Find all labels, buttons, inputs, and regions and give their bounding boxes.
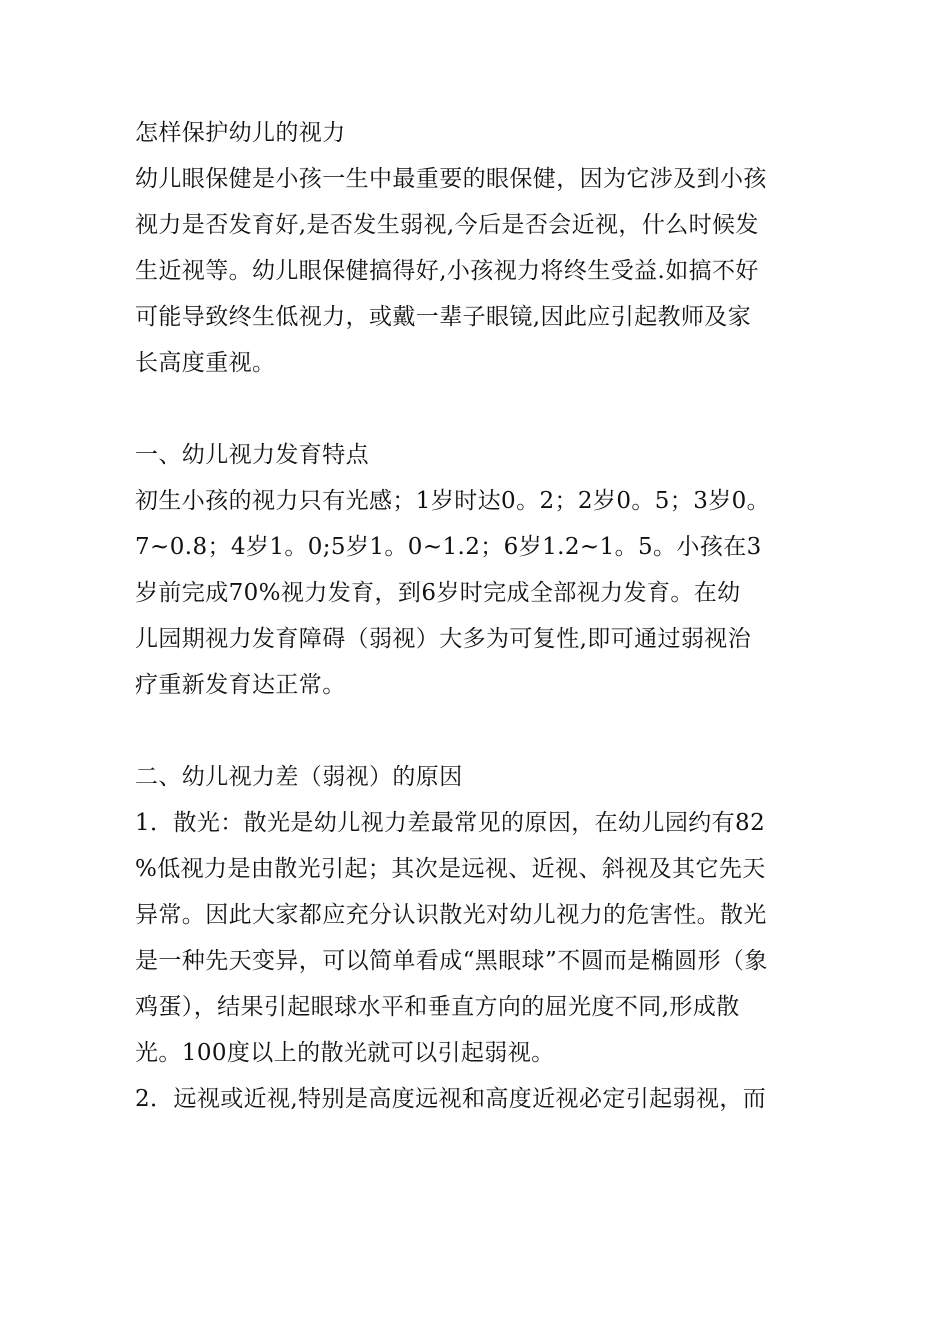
section2-line: %低视力是由散光引起；其次是远视、近视、斜视及其它先天 — [135, 856, 766, 882]
section1-heading: 一、幼儿视力发育特点 — [135, 442, 369, 468]
document-title: 怎样保护幼儿的视力 — [135, 120, 346, 146]
section2-line: 光。100度以上的散光就可以引起弱视。 — [135, 1040, 555, 1066]
paragraph-gap — [135, 708, 835, 754]
section2-line: 2．远视或近视,特别是高度远视和高度近视必定引起弱视，而 — [135, 1086, 767, 1112]
section2-line: 异常。因此大家都应充分认识散光对幼儿视力的危害性。散光 — [135, 902, 767, 928]
section1-line: 岁前完成70%视力发育，到6岁时完成全部视力发育。在幼 — [135, 580, 741, 606]
section2-line: 鸡蛋），结果引起眼球水平和垂直方向的屈光度不同,形成散 — [135, 994, 740, 1020]
section1-line: 疗重新发育达正常。 — [135, 672, 346, 698]
section1-line: 儿园期视力发育障碍（弱视）大多为可复性,即可通过弱视治 — [135, 626, 752, 652]
intro-line: 幼儿眼保健是小孩一生中最重要的眼保健，因为它涉及到小孩 — [135, 166, 767, 192]
section2-heading: 二、幼儿视力差（弱视）的原因 — [135, 764, 463, 790]
document-page — [135, 110, 835, 1122]
section2-line: 1．散光：散光是幼儿视力差最常见的原因，在幼儿园约有82 — [135, 810, 766, 836]
section1-line: 初生小孩的视力只有光感；1岁时达0。2；2岁0。5；3岁0。 — [135, 488, 771, 514]
section2-line: 是一种先天变异，可以简单看成“黑眼球”不圆而是椭圆形（象 — [135, 948, 768, 974]
paragraph-gap — [135, 386, 835, 432]
section1-line: 7~0.8；4岁1。0;5岁1。0~1.2；6岁1.2~1。5。小孩在3 — [135, 534, 762, 560]
intro-line: 生近视等。幼儿眼保健搞得好,小孩视力将终生受益.如搞不好 — [135, 258, 759, 284]
intro-line: 视力是否发育好,是否发生弱视,今后是否会近视，什么时候发 — [135, 212, 759, 238]
intro-line: 可能导致终生低视力，或戴一辈子眼镜,因此应引起教师及家 — [135, 304, 752, 330]
intro-line: 长高度重视。 — [135, 350, 276, 376]
